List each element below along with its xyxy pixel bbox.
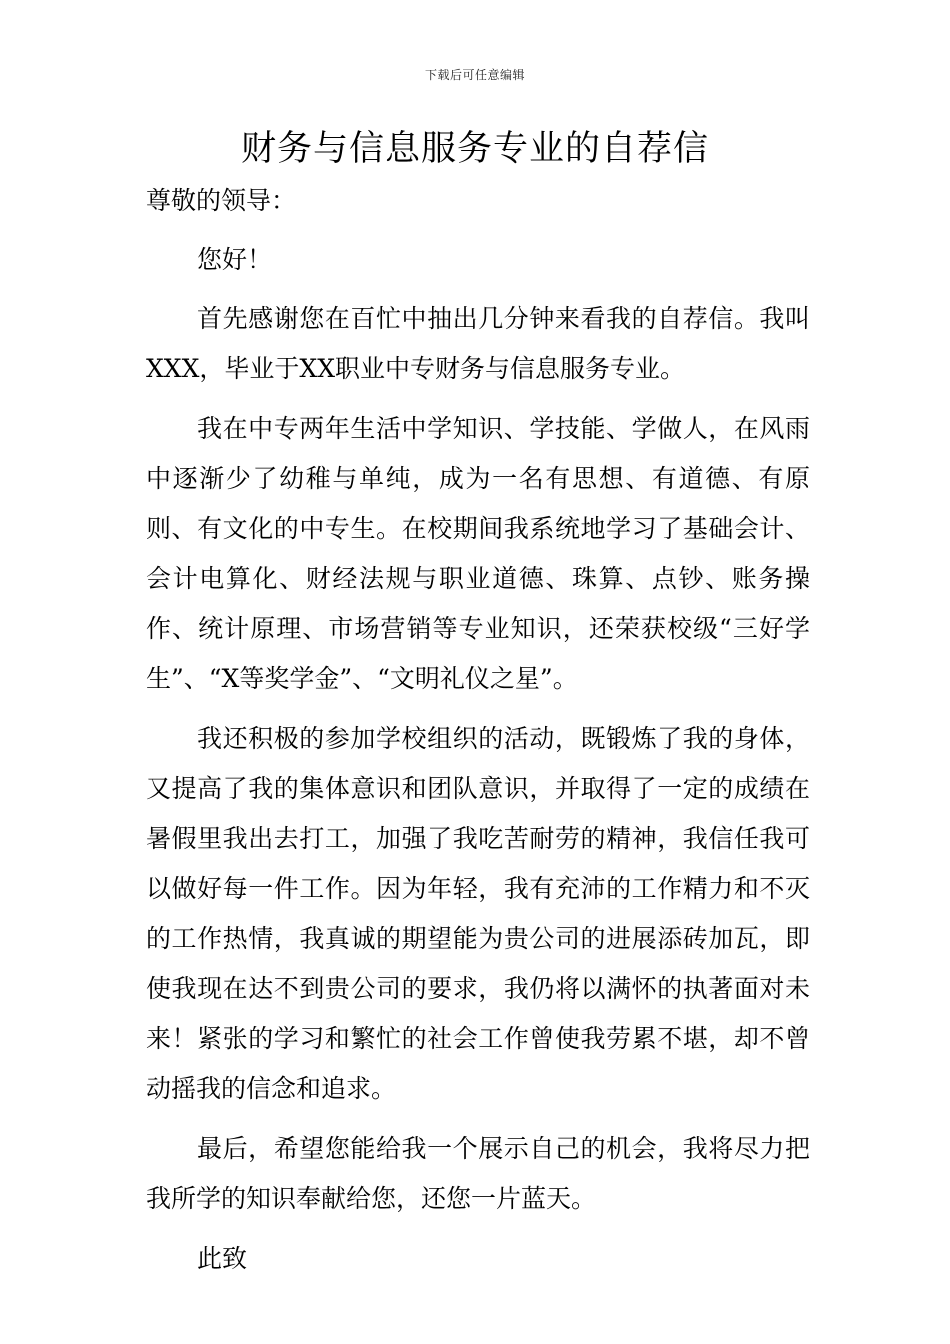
paragraph-activities: 我还积极的参加学校组织的活动，既锻炼了我的身体，又提高了我的集体意识和团队意识，并取得了一定的成绩在暑假里我出去打工，加强了我吃苦耐劳的精神，我信任我可以做好每一件工作。因为年轻，我有充沛的工作精力和不灭的工作热情，我真诚的期望能为贵公司的进展添砖加瓦，即使我现在达不到贵公司的要求，我仍将以满怀的执著面对未来！紧张的学习和繁忙的社会工作曾使我劳累不堪，却不曾动摇我的信念和追求。 — [146, 724, 810, 1103]
paragraph-intro: 首先感谢您在百忙中抽出几分钟来看我的自荐信。我叫XXX，毕业于XX职业中专财务与信息服务专业。 — [146, 304, 810, 383]
letter-body — [146, 176, 810, 1284]
header-note: 下载后可任意编辑 — [424, 68, 525, 82]
document-title: 财务与信息服务专业的自荐信 — [240, 129, 709, 169]
closing: 此致 — [197, 1244, 248, 1273]
paragraph-conclusion: 最后，希望您能给我一个展示自己的机会，我将尽力把我所学的知识奉献给您，还您一片蓝天。 — [146, 1134, 810, 1213]
salutation: 尊敬的领导： — [146, 186, 297, 215]
paragraph-education: 我在中专两年生活中学知识、学技能、学做人，在风雨中逐渐少了幼稚与单纯，成为一名有思想、有道德、有原则、有文化的中专生。在校期间我系统地学习了基础会计、会计电算化、财经法规与职业道德、珠算、点钞、账务操作、统计原理、市场营销等专业知识，还荣获校级“三好学生”、“X等奖学金”、“文明礼仪之星”。 — [146, 414, 810, 693]
greeting: 您好！ — [197, 245, 273, 274]
